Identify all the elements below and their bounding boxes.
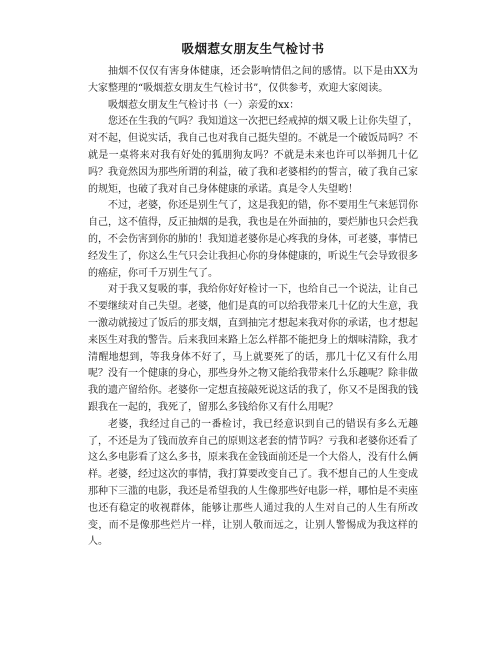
body-paragraph: 老婆，我经过自己的一番检讨，我已经意识到自己的错误有多么无趣了，不还是为了钱而放弃自己的原则这老套的情节吗？亏我和老婆你还看了这么多电影看了这么多书，原来我在金钱面前还是一个大俗人，没有什么俩样。老婆，经过这次的事情，我打算要改变自己了。我不想自己的人生变成那种下三滥的电影，我还是希望我的人生像那些好电影一样，哪怕是不卖座也还有稳定的收视群体，能够让那些人通过我的人生对自己的人生有所改变，而不是像那些烂片一样，让别人敬而远之，让别人警惕成为我这样的人。 <box>88 418 418 548</box>
document-title: 吸烟惹女朋友生气检讨书 <box>181 41 325 56</box>
body-paragraph: 您还在生我的气吗？我知道这一次把已经戒掉的烟又吸上让你失望了，对不起，但说实话，我自己也对我自己挺失望的。不就是一个破饭局吗？不就是一桌将来对我有好处的狐朋狗友吗？不就是未来也许可以举拥几十亿吗？我竟然因为那些所谓的利益，破了我和老婆相约的誓言，破了我自己家的规矩，也破了我对自己身体健康的承诺。真是令人失望哟！ <box>88 116 418 195</box>
intro-paragraph: 抽烟不仅仅有害身体健康，还会影响情侣之间的感情。以下是由XX为大家整理的“吸烟惹女朋友生气检讨书”，仅供参考，欢迎大家阅读。 <box>88 66 418 94</box>
document-body <box>88 40 418 551</box>
body-paragraph: 不过，老婆，你还是别生气了，这是我犯的错，你不要用生气来惩罚你自己，这不值得，反正抽烟的是我，我也是在外面抽的，要烂肺也只会烂我的，不会伤害到你的肺的！我知道老婆你是心疼我的身体，可老婆，事情已经发生了，你这么生气只会让我担心你的身体健康的，听说生气会导致很多的癌症，你可千万别生气了。 <box>88 200 418 279</box>
letter-salutation: 吸烟惹女朋友生气检讨书（一）亲爱的xx： <box>108 99 300 111</box>
body-paragraph: 对于我又复吸的事，我给你好好检讨一下，也给自己一个说法，让自己不要继续对自己失望。老婆，他们是真的可以给我带来几十亿的大生意，我一激动就接过了饭后的那支烟，直到抽完才想起来我对你的承诺，也才想起来医生对我的警告。后来我回来路上怎么样都不能把身上的烟味清除，我才清醒地想到，等我身体不好了，马上就要死了的话，那几十亿又有什么用呢？没有一个健康的身心，那些身外之物又能给我带来什么乐趣呢？除非做我的遗产留给你。老婆你一定想直接敲死说这话的我了，你又不是图我的钱跟我在一起的，我死了，留那么多钱给你又有什么用呢？ <box>88 284 418 413</box>
